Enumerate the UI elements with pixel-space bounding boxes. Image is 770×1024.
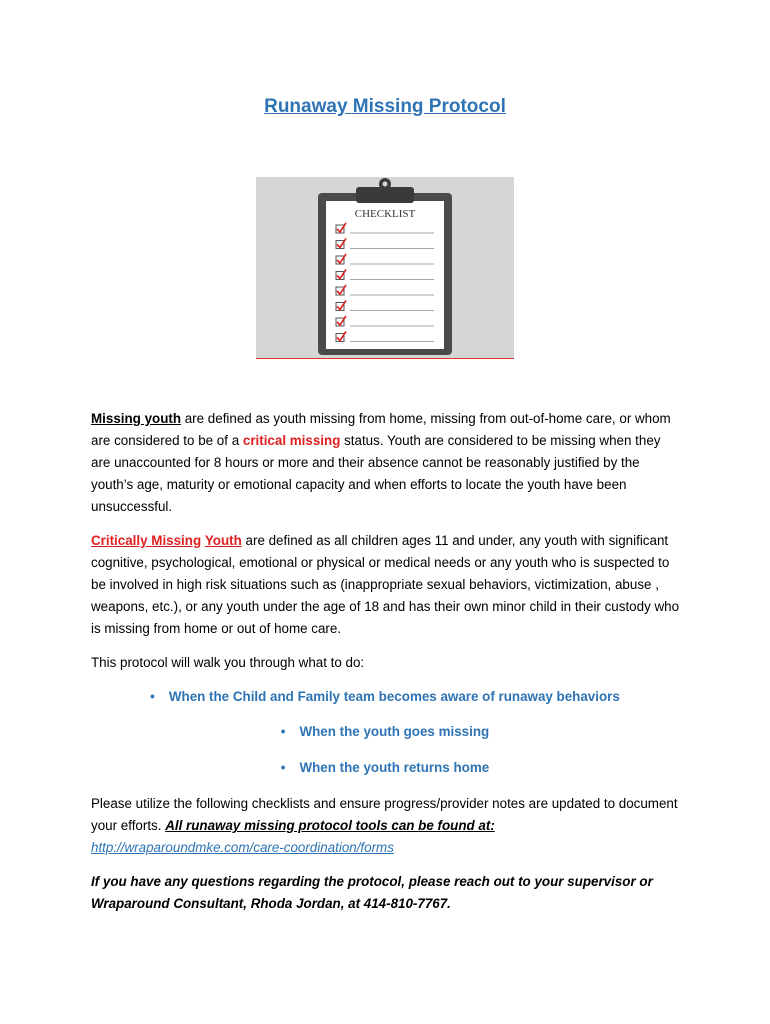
bullet-icon: • <box>280 760 286 775</box>
bullet-text: When the youth goes missing <box>299 724 490 739</box>
paragraph-instructions <box>91 793 681 859</box>
term-missing-youth: Missing youth <box>91 411 182 426</box>
p1-text-a: are defined as youth missing from home, missing from out-of-home care, or whom are considered to be of a <box>91 411 671 448</box>
list-item <box>0 689 770 704</box>
p2-text: are defined as all children ages 11 and under, any youth with significant cognitive, psychological, emotional or physical or medical needs or any youth who is suspected to be involved in high risk situations such as (inappropriate sexual behaviors, victimization, abuse , weapons, etc.), or any youth under the age of 18 and has their own minor child in their custody who is missing from home or out of home care. <box>91 533 680 636</box>
term-critically-missing: Critically Missing <box>91 533 202 548</box>
term-critical-missing: critical missing <box>242 433 341 448</box>
clipboard-icon <box>256 177 514 358</box>
bullet-text: When the Child and Family team becomes aware of runaway behaviors <box>168 689 620 704</box>
list-item <box>0 760 770 775</box>
tools-note: All runaway missing protocol tools can be found at: <box>165 818 495 833</box>
paragraph-contact: If you have any questions regarding the protocol, please reach out to your supervisor or Wraparound Consultant, Rhoda Jordan, at 414-810-7767. <box>91 874 653 911</box>
p4-text: Please utilize the following checklists and ensure progress/provider notes are updated to document your efforts. <box>91 796 678 833</box>
paragraph-critically-missing <box>91 530 681 640</box>
term-youth: Youth <box>204 533 242 548</box>
p1-text-b: status. Youth are considered to be missing when they are unaccounted for 8 hours or more and their absence cannot be reasonably justified by the youth’s age, maturity or emotional capacity and when efforts to locate the youth have been unsuccessful. <box>91 433 661 514</box>
checklist-illustration <box>256 177 514 359</box>
list-item <box>0 724 770 739</box>
checklist-label: CHECKLIST <box>354 208 416 220</box>
forms-link[interactable]: http://wraparoundmke.com/care-coordination/forms <box>91 840 394 855</box>
page-title: Runaway Missing Protocol <box>264 96 506 117</box>
bullet-text: When the youth returns home <box>299 760 490 775</box>
paragraph-missing-youth <box>91 408 681 518</box>
paragraph-intro: This protocol will walk you through what to do: <box>91 655 365 670</box>
bullet-icon: • <box>280 724 286 739</box>
bullet-icon: • <box>150 689 155 704</box>
